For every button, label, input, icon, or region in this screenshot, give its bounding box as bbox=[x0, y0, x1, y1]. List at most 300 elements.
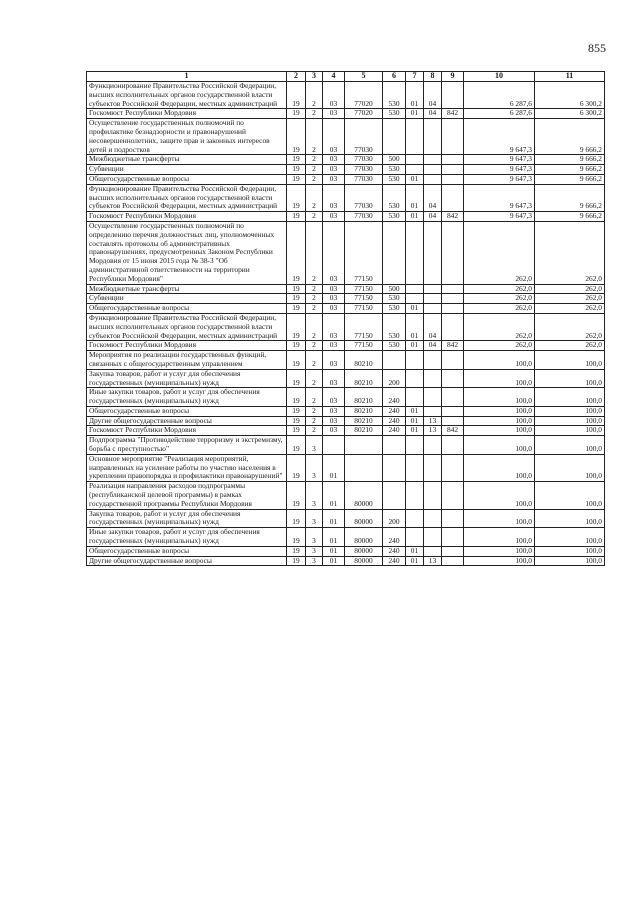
amount-cell: 100,0 bbox=[464, 406, 535, 416]
amount-cell: 100,0 bbox=[535, 388, 605, 407]
amount-cell: 100,0 bbox=[464, 482, 535, 509]
code-cell bbox=[442, 546, 464, 556]
code-cell bbox=[424, 436, 442, 455]
code-cell: 19 bbox=[287, 304, 306, 314]
code-cell: 2 bbox=[306, 294, 323, 304]
row-name-cell: Общегосударственные вопросы bbox=[87, 546, 287, 556]
code-cell: 3 bbox=[306, 546, 323, 556]
table-row bbox=[87, 155, 605, 165]
code-cell bbox=[406, 388, 424, 407]
amount-cell: 9 647,3 bbox=[464, 184, 535, 211]
column-header: 3 bbox=[306, 72, 323, 82]
code-cell: 19 bbox=[287, 369, 306, 388]
code-cell: 2 bbox=[306, 304, 323, 314]
table-header-row bbox=[87, 72, 605, 82]
amount-cell: 9 666,2 bbox=[535, 184, 605, 211]
code-cell: 03 bbox=[323, 165, 345, 175]
code-cell: 530 bbox=[383, 341, 406, 351]
code-cell bbox=[442, 304, 464, 314]
code-cell: 80210 bbox=[345, 351, 383, 370]
amount-cell: 100,0 bbox=[535, 351, 605, 370]
amount-cell: 100,0 bbox=[464, 369, 535, 388]
amount-cell: 9 666,2 bbox=[535, 212, 605, 222]
amount-cell: 262,0 bbox=[535, 341, 605, 351]
row-name-cell: Другие общегосударственные вопросы bbox=[87, 416, 287, 426]
table-row bbox=[87, 388, 605, 407]
code-cell: 19 bbox=[287, 556, 306, 566]
code-cell: 03 bbox=[323, 284, 345, 294]
row-name-cell: Реализация направления расходов подпрограммы (республиканской целевой программы) в рамках государственной программы Республики Мордовия bbox=[87, 482, 287, 509]
code-cell bbox=[345, 454, 383, 481]
budget-table bbox=[86, 71, 605, 566]
amount-cell: 100,0 bbox=[464, 454, 535, 481]
code-cell: 80000 bbox=[345, 528, 383, 547]
code-cell: 04 bbox=[424, 109, 442, 119]
amount-cell: 100,0 bbox=[464, 556, 535, 566]
code-cell: 01 bbox=[323, 509, 345, 528]
code-cell: 240 bbox=[383, 528, 406, 547]
code-cell: 200 bbox=[383, 369, 406, 388]
amount-cell: 100,0 bbox=[535, 454, 605, 481]
code-cell: 2 bbox=[306, 426, 323, 436]
row-name-cell: Межбюджетные трансферты bbox=[87, 155, 287, 165]
column-header: 6 bbox=[383, 72, 406, 82]
code-cell bbox=[406, 482, 424, 509]
code-cell bbox=[424, 369, 442, 388]
code-cell bbox=[424, 174, 442, 184]
code-cell: 77030 bbox=[345, 119, 383, 155]
page-number: 855 bbox=[588, 41, 606, 55]
code-cell bbox=[442, 369, 464, 388]
code-cell bbox=[424, 221, 442, 284]
code-cell: 19 bbox=[287, 482, 306, 509]
amount-cell: 262,0 bbox=[464, 341, 535, 351]
code-cell: 2 bbox=[306, 155, 323, 165]
table-body bbox=[87, 82, 605, 566]
code-cell: 530 bbox=[383, 304, 406, 314]
code-cell: 80210 bbox=[345, 388, 383, 407]
table-row bbox=[87, 82, 605, 109]
code-cell: 80000 bbox=[345, 556, 383, 566]
amount-cell: 262,0 bbox=[464, 221, 535, 284]
code-cell bbox=[424, 294, 442, 304]
code-cell: 03 bbox=[323, 388, 345, 407]
code-cell: 19 bbox=[287, 82, 306, 109]
code-cell: 13 bbox=[424, 556, 442, 566]
code-cell: 19 bbox=[287, 509, 306, 528]
amount-cell: 100,0 bbox=[535, 406, 605, 416]
column-header: 9 bbox=[442, 72, 464, 82]
code-cell: 01 bbox=[323, 556, 345, 566]
code-cell: 80210 bbox=[345, 406, 383, 416]
code-cell: 2 bbox=[306, 388, 323, 407]
table-row bbox=[87, 454, 605, 481]
amount-cell: 9 666,2 bbox=[535, 174, 605, 184]
code-cell bbox=[442, 155, 464, 165]
amount-cell: 262,0 bbox=[535, 284, 605, 294]
code-cell: 19 bbox=[287, 109, 306, 119]
table-row bbox=[87, 184, 605, 211]
amount-cell: 262,0 bbox=[535, 221, 605, 284]
code-cell: 530 bbox=[383, 212, 406, 222]
code-cell: 842 bbox=[442, 212, 464, 222]
table-row bbox=[87, 313, 605, 340]
row-name-cell: Госкомюст Республики Мордовия bbox=[87, 109, 287, 119]
code-cell: 01 bbox=[406, 341, 424, 351]
code-cell: 500 bbox=[383, 284, 406, 294]
column-header: 11 bbox=[535, 72, 605, 82]
code-cell bbox=[424, 304, 442, 314]
code-cell: 842 bbox=[442, 341, 464, 351]
code-cell: 19 bbox=[287, 436, 306, 455]
code-cell bbox=[406, 294, 424, 304]
code-cell bbox=[424, 509, 442, 528]
code-cell: 01 bbox=[406, 556, 424, 566]
code-cell: 2 bbox=[306, 313, 323, 340]
code-cell: 04 bbox=[424, 184, 442, 211]
row-name-cell: Общегосударственные вопросы bbox=[87, 406, 287, 416]
code-cell: 77150 bbox=[345, 221, 383, 284]
row-name-cell: Госкомюст Республики Мордовия bbox=[87, 212, 287, 222]
code-cell: 19 bbox=[287, 155, 306, 165]
amount-cell: 100,0 bbox=[535, 509, 605, 528]
column-header: 4 bbox=[323, 72, 345, 82]
code-cell bbox=[383, 351, 406, 370]
code-cell: 01 bbox=[406, 184, 424, 211]
code-cell: 530 bbox=[383, 313, 406, 340]
row-name-cell: Другие общегосударственные вопросы bbox=[87, 556, 287, 566]
amount-cell: 100,0 bbox=[535, 546, 605, 556]
code-cell: 842 bbox=[442, 426, 464, 436]
code-cell: 77020 bbox=[345, 109, 383, 119]
code-cell: 19 bbox=[287, 546, 306, 556]
code-cell: 19 bbox=[287, 388, 306, 407]
row-name-cell: Субвенции bbox=[87, 294, 287, 304]
code-cell: 03 bbox=[323, 351, 345, 370]
table-row bbox=[87, 406, 605, 416]
code-cell: 77030 bbox=[345, 212, 383, 222]
code-cell: 01 bbox=[406, 304, 424, 314]
code-cell: 77030 bbox=[345, 184, 383, 211]
code-cell: 80210 bbox=[345, 416, 383, 426]
code-cell: 3 bbox=[306, 509, 323, 528]
table-row bbox=[87, 426, 605, 436]
amount-cell: 100,0 bbox=[464, 546, 535, 556]
code-cell: 240 bbox=[383, 426, 406, 436]
code-cell: 77030 bbox=[345, 174, 383, 184]
amount-cell: 9 647,3 bbox=[464, 174, 535, 184]
code-cell bbox=[442, 509, 464, 528]
amount-cell: 100,0 bbox=[464, 426, 535, 436]
code-cell: 80210 bbox=[345, 369, 383, 388]
code-cell bbox=[442, 119, 464, 155]
code-cell bbox=[442, 294, 464, 304]
row-name-cell: Межбюджетные трансферты bbox=[87, 284, 287, 294]
code-cell: 04 bbox=[424, 212, 442, 222]
code-cell: 19 bbox=[287, 341, 306, 351]
code-cell: 01 bbox=[406, 109, 424, 119]
table-row bbox=[87, 528, 605, 547]
code-cell bbox=[383, 454, 406, 481]
code-cell: 01 bbox=[323, 482, 345, 509]
row-name-cell: Функционирование Правительства Российской Федерации, высших исполнительных органов государственной власти субъектов Российской Федерации, местных администраций bbox=[87, 184, 287, 211]
code-cell: 13 bbox=[424, 426, 442, 436]
code-cell: 3 bbox=[306, 528, 323, 547]
table-row bbox=[87, 109, 605, 119]
code-cell bbox=[406, 509, 424, 528]
table-row bbox=[87, 556, 605, 566]
amount-cell: 9 647,3 bbox=[464, 212, 535, 222]
amount-cell: 100,0 bbox=[464, 436, 535, 455]
code-cell: 19 bbox=[287, 416, 306, 426]
row-name-cell: Подпрограмма "Противодействие терроризму и экстремизму, борьба с преступностью" bbox=[87, 436, 287, 455]
code-cell: 80000 bbox=[345, 546, 383, 556]
row-name-cell: Субвенции bbox=[87, 165, 287, 175]
amount-cell: 100,0 bbox=[464, 416, 535, 426]
column-header: 1 bbox=[87, 72, 287, 82]
code-cell bbox=[442, 528, 464, 547]
amount-cell: 100,0 bbox=[464, 509, 535, 528]
code-cell: 03 bbox=[323, 82, 345, 109]
amount-cell: 100,0 bbox=[535, 482, 605, 509]
code-cell: 01 bbox=[406, 416, 424, 426]
code-cell: 19 bbox=[287, 221, 306, 284]
code-cell: 19 bbox=[287, 294, 306, 304]
code-cell: 530 bbox=[383, 294, 406, 304]
code-cell bbox=[424, 388, 442, 407]
row-name-cell: Общегосударственные вопросы bbox=[87, 174, 287, 184]
table-row bbox=[87, 221, 605, 284]
row-name-cell: Функционирование Правительства Российской Федерации, высших исполнительных органов государственной власти субъектов Российской Федерации, местных администраций bbox=[87, 313, 287, 340]
code-cell: 01 bbox=[406, 546, 424, 556]
amount-cell: 262,0 bbox=[464, 284, 535, 294]
code-cell bbox=[424, 546, 442, 556]
row-name-cell: Закупка товаров, работ и услуг для обеспечения государственных (муниципальных) нужд bbox=[87, 509, 287, 528]
code-cell: 04 bbox=[424, 341, 442, 351]
code-cell: 2 bbox=[306, 221, 323, 284]
code-cell bbox=[442, 184, 464, 211]
code-cell bbox=[442, 351, 464, 370]
amount-cell: 6 287,6 bbox=[464, 82, 535, 109]
code-cell: 80000 bbox=[345, 482, 383, 509]
code-cell bbox=[406, 528, 424, 547]
code-cell: 530 bbox=[383, 109, 406, 119]
column-header: 10 bbox=[464, 72, 535, 82]
code-cell: 3 bbox=[306, 556, 323, 566]
amount-cell: 100,0 bbox=[535, 556, 605, 566]
amount-cell: 100,0 bbox=[535, 436, 605, 455]
code-cell bbox=[424, 351, 442, 370]
code-cell: 19 bbox=[287, 454, 306, 481]
code-cell: 2 bbox=[306, 212, 323, 222]
code-cell bbox=[406, 284, 424, 294]
code-cell: 01 bbox=[406, 82, 424, 109]
amount-cell: 9 647,3 bbox=[464, 119, 535, 155]
code-cell bbox=[442, 416, 464, 426]
code-cell bbox=[442, 221, 464, 284]
code-cell bbox=[406, 119, 424, 155]
code-cell: 2 bbox=[306, 369, 323, 388]
code-cell: 04 bbox=[424, 82, 442, 109]
code-cell: 530 bbox=[383, 165, 406, 175]
code-cell: 01 bbox=[323, 528, 345, 547]
table-row bbox=[87, 546, 605, 556]
code-cell: 3 bbox=[306, 482, 323, 509]
amount-cell: 100,0 bbox=[464, 388, 535, 407]
column-header: 8 bbox=[424, 72, 442, 82]
column-header: 7 bbox=[406, 72, 424, 82]
code-cell: 03 bbox=[323, 212, 345, 222]
amount-cell: 6 300,2 bbox=[535, 82, 605, 109]
code-cell: 03 bbox=[323, 221, 345, 284]
code-cell: 2 bbox=[306, 174, 323, 184]
code-cell: 2 bbox=[306, 406, 323, 416]
code-cell: 19 bbox=[287, 406, 306, 416]
code-cell: 2 bbox=[306, 109, 323, 119]
code-cell: 03 bbox=[323, 304, 345, 314]
row-name-cell: Иные закупки товаров, работ и услуг для обеспечения государственных (муниципальных) нужд bbox=[87, 528, 287, 547]
code-cell: 19 bbox=[287, 284, 306, 294]
amount-cell: 262,0 bbox=[464, 304, 535, 314]
amount-cell: 100,0 bbox=[535, 416, 605, 426]
code-cell bbox=[406, 369, 424, 388]
code-cell: 77150 bbox=[345, 304, 383, 314]
code-cell bbox=[442, 436, 464, 455]
code-cell bbox=[442, 406, 464, 416]
code-cell: 842 bbox=[442, 109, 464, 119]
code-cell: 03 bbox=[323, 109, 345, 119]
code-cell: 01 bbox=[406, 313, 424, 340]
code-cell: 03 bbox=[323, 426, 345, 436]
code-cell: 2 bbox=[306, 119, 323, 155]
code-cell: 19 bbox=[287, 212, 306, 222]
amount-cell: 100,0 bbox=[535, 426, 605, 436]
code-cell bbox=[406, 436, 424, 455]
code-cell bbox=[383, 436, 406, 455]
code-cell: 2 bbox=[306, 416, 323, 426]
code-cell: 2 bbox=[306, 341, 323, 351]
code-cell: 03 bbox=[323, 155, 345, 165]
amount-cell: 9 666,2 bbox=[535, 119, 605, 155]
code-cell bbox=[383, 221, 406, 284]
code-cell: 240 bbox=[383, 406, 406, 416]
code-cell: 240 bbox=[383, 416, 406, 426]
code-cell: 04 bbox=[424, 313, 442, 340]
table-row bbox=[87, 174, 605, 184]
code-cell: 19 bbox=[287, 426, 306, 436]
amount-cell: 9 647,3 bbox=[464, 165, 535, 175]
code-cell: 240 bbox=[383, 388, 406, 407]
amount-cell: 6 287,6 bbox=[464, 109, 535, 119]
code-cell: 01 bbox=[406, 174, 424, 184]
code-cell bbox=[424, 406, 442, 416]
table-row bbox=[87, 304, 605, 314]
code-cell bbox=[383, 482, 406, 509]
code-cell: 530 bbox=[383, 184, 406, 211]
code-cell: 3 bbox=[306, 454, 323, 481]
table-row bbox=[87, 436, 605, 455]
code-cell: 2 bbox=[306, 82, 323, 109]
amount-cell: 100,0 bbox=[464, 528, 535, 547]
code-cell: 19 bbox=[287, 351, 306, 370]
row-name-cell: Общегосударственные вопросы bbox=[87, 304, 287, 314]
code-cell bbox=[442, 556, 464, 566]
code-cell: 03 bbox=[323, 184, 345, 211]
code-cell bbox=[424, 119, 442, 155]
row-name-cell: Мероприятия по реализации государственных функций, связанных с общегосударственным управлением bbox=[87, 351, 287, 370]
table-row bbox=[87, 482, 605, 509]
code-cell bbox=[406, 155, 424, 165]
code-cell bbox=[442, 482, 464, 509]
table-row bbox=[87, 416, 605, 426]
code-cell: 03 bbox=[323, 416, 345, 426]
table-row bbox=[87, 509, 605, 528]
code-cell: 2 bbox=[306, 184, 323, 211]
code-cell bbox=[442, 454, 464, 481]
code-cell: 01 bbox=[406, 212, 424, 222]
table-row bbox=[87, 369, 605, 388]
row-name-cell: Госкомюст Республики Мордовия bbox=[87, 341, 287, 351]
row-name-cell: Иные закупки товаров, работ и услуг для обеспечения государственных (муниципальных) нужд bbox=[87, 388, 287, 407]
table-row bbox=[87, 165, 605, 175]
code-cell: 80210 bbox=[345, 426, 383, 436]
column-header: 5 bbox=[345, 72, 383, 82]
code-cell: 80000 bbox=[345, 509, 383, 528]
code-cell bbox=[424, 165, 442, 175]
code-cell: 77030 bbox=[345, 155, 383, 165]
code-cell bbox=[424, 528, 442, 547]
code-cell: 13 bbox=[424, 416, 442, 426]
code-cell: 2 bbox=[306, 165, 323, 175]
code-cell bbox=[424, 454, 442, 481]
code-cell bbox=[442, 174, 464, 184]
code-cell: 77150 bbox=[345, 341, 383, 351]
amount-cell: 262,0 bbox=[535, 304, 605, 314]
code-cell: 01 bbox=[406, 426, 424, 436]
table-row bbox=[87, 212, 605, 222]
code-cell: 19 bbox=[287, 174, 306, 184]
code-cell bbox=[323, 436, 345, 455]
amount-cell: 262,0 bbox=[464, 294, 535, 304]
code-cell: 2 bbox=[306, 351, 323, 370]
amount-cell: 9 647,3 bbox=[464, 155, 535, 165]
amount-cell: 262,0 bbox=[464, 313, 535, 340]
code-cell: 200 bbox=[383, 509, 406, 528]
code-cell: 03 bbox=[323, 313, 345, 340]
row-name-cell: Закупка товаров, работ и услуг для обеспечения государственных (муниципальных) нужд bbox=[87, 369, 287, 388]
code-cell bbox=[442, 165, 464, 175]
code-cell bbox=[442, 284, 464, 294]
table-row bbox=[87, 294, 605, 304]
code-cell bbox=[406, 221, 424, 284]
code-cell: 500 bbox=[383, 155, 406, 165]
code-cell bbox=[424, 284, 442, 294]
code-cell: 240 bbox=[383, 556, 406, 566]
amount-cell: 9 666,2 bbox=[535, 165, 605, 175]
code-cell bbox=[406, 165, 424, 175]
amount-cell: 9 666,2 bbox=[535, 155, 605, 165]
amount-cell: 100,0 bbox=[535, 528, 605, 547]
table-row bbox=[87, 351, 605, 370]
code-cell: 03 bbox=[323, 174, 345, 184]
code-cell bbox=[424, 155, 442, 165]
table-row bbox=[87, 284, 605, 294]
code-cell: 03 bbox=[323, 406, 345, 416]
amount-cell: 262,0 bbox=[535, 313, 605, 340]
code-cell: 19 bbox=[287, 165, 306, 175]
code-cell: 19 bbox=[287, 184, 306, 211]
table-row bbox=[87, 119, 605, 155]
